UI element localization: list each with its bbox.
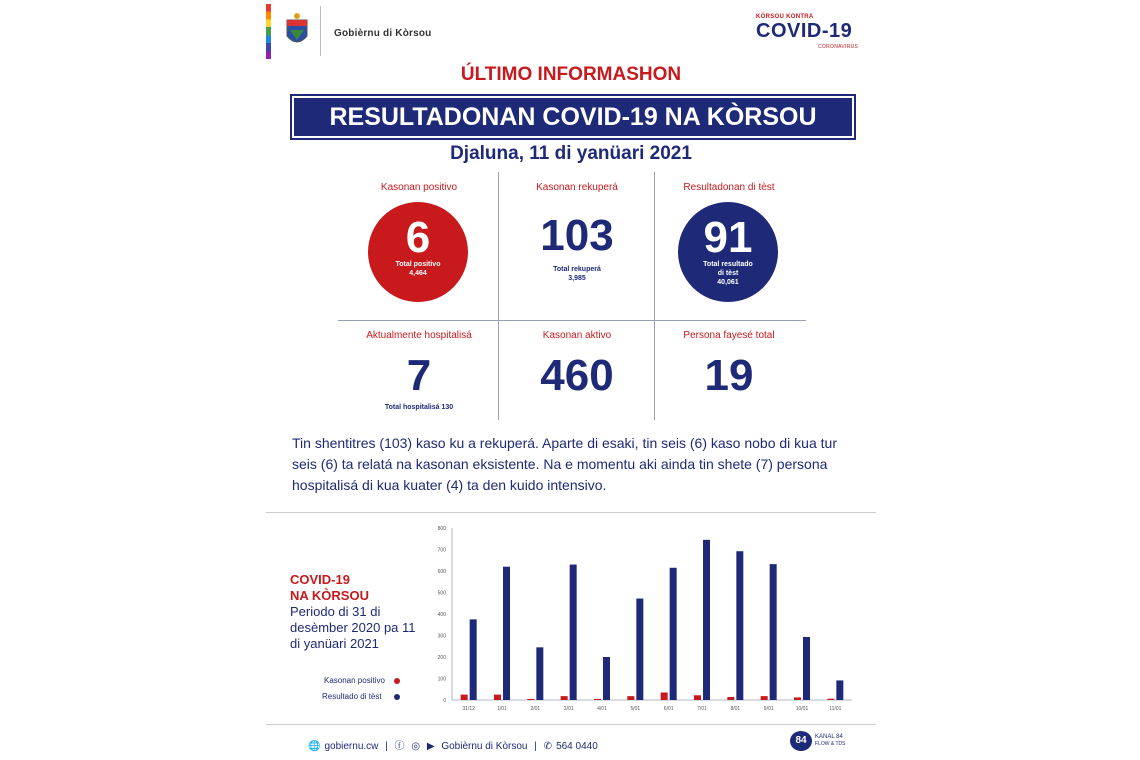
stat-recovered (492, 182, 662, 283)
y-tick-label: 0 (443, 698, 446, 704)
bar-positive (494, 695, 501, 700)
section-divider (266, 512, 876, 513)
y-tick-label: 700 (437, 547, 446, 554)
chart-title (290, 572, 369, 604)
deceased-value: 19 (704, 351, 754, 400)
facebook-icon[interactable]: ⓕ (394, 741, 405, 752)
bar-tests (836, 680, 843, 700)
footer-divider (266, 724, 876, 725)
summary-paragraph: Tin shentitres (103) kaso ku a rekuperá. Aparte di esaki, tin seis (6) kaso nobo di kua tur seis (6) ta relatá na kasonan eksistente. Na e momentu aki ainda tin shete (7) persona hospitalisá di kua kuater (4) ta den kuido intensivo. (292, 435, 837, 493)
hospital-total: Total hospitalisá 130 (384, 404, 454, 411)
bar-tests (770, 564, 777, 700)
y-tick-label: 800 (437, 526, 446, 532)
bar-positive (794, 697, 801, 700)
recovered-total-label: Total rekuperá (553, 266, 601, 273)
x-tick-label: 31/12 (462, 706, 475, 712)
x-tick-label: 3/01 (563, 706, 574, 712)
stat-hospital (334, 330, 504, 412)
stat-active (492, 330, 662, 401)
positive-value: 6 (405, 213, 431, 262)
bar-tests (636, 599, 643, 700)
bar-positive (561, 696, 568, 700)
bar-positive (527, 699, 534, 700)
bar-tests (803, 637, 810, 700)
chart-title-line2: NA KÒRSOU (290, 588, 369, 603)
bar-tests (536, 647, 543, 700)
covid-campaign-logo (756, 14, 859, 54)
bar-positive (661, 692, 668, 700)
bar-positive (594, 699, 601, 700)
y-tick-label: 300 (437, 633, 446, 640)
bar-tests (703, 540, 710, 700)
stat-tests (644, 182, 814, 193)
x-tick-label: 4/01 (597, 706, 607, 712)
recovered-total-value: 3,985 (568, 275, 586, 282)
youtube-icon[interactable]: ▶ (426, 741, 435, 752)
footer (308, 737, 602, 752)
bar-tests (670, 568, 677, 700)
color-stripe (266, 4, 271, 59)
stat-positive-label: Kasonan positivo (380, 182, 458, 193)
bar-tests (503, 567, 510, 700)
grid-divider-h (338, 320, 806, 321)
footer-separator-2: | (534, 741, 537, 752)
footer-social[interactable]: Gobièrnu di Kòrsou (441, 741, 528, 752)
kanal84-line2: FLOW & TDS (815, 741, 846, 747)
coat-of-arms-icon (284, 12, 310, 48)
bar-tests (736, 551, 743, 700)
active-value: 460 (540, 351, 614, 400)
bar-tests (570, 565, 577, 700)
bar-positive (727, 697, 734, 700)
x-tick-label: 8/01 (730, 706, 741, 712)
y-tick-label: 600 (437, 569, 446, 575)
y-tick-label: 500 (437, 590, 446, 597)
bar-chart (416, 522, 866, 718)
legend-positive-dot (394, 678, 400, 684)
bar-positive (627, 696, 634, 700)
recovered-value: 103 (540, 211, 614, 260)
poster (266, 0, 876, 760)
covid-logo-main: COVID-19 (756, 20, 853, 42)
covid-logo-sub: CORONAVIRUS (818, 44, 859, 50)
legend-tests-label: Resultado di tèst (322, 692, 382, 701)
kanal84-line1: KANAL 84 (815, 734, 843, 740)
x-tick-label: 2/01 (530, 706, 541, 712)
stat-deceased (644, 330, 814, 401)
tests-total-value: 40,061 (717, 279, 739, 286)
x-tick-label: 9/01 (763, 706, 774, 712)
positive-circle (368, 202, 468, 302)
kanal84-badge: 84 (790, 731, 812, 751)
x-tick-label: 10/01 (795, 706, 809, 712)
footer-separator: | (385, 741, 388, 752)
bar-positive (694, 695, 701, 700)
tests-total-label-2: di tèst (717, 270, 739, 277)
tests-value: 91 (703, 213, 753, 262)
bar-tests (470, 619, 477, 700)
x-tick-label: 7/01 (697, 706, 707, 712)
x-tick-label: 1/01 (497, 706, 507, 712)
y-tick-label: 100 (437, 676, 446, 683)
chart-title-line1: COVID-19 (290, 572, 350, 587)
stat-deceased-label: Persona fayesé total (683, 330, 775, 341)
stat-recovered-label: Kasonan rekuperá (536, 182, 618, 193)
stat-positive (334, 182, 504, 193)
bar-positive (827, 699, 834, 700)
header-divider (320, 6, 321, 56)
government-name: Gobièrnu di Kòrsou (334, 28, 432, 39)
legend-tests-dot (394, 694, 400, 700)
legend-positive-label: Kasonan positivo (324, 676, 385, 685)
whatsapp-icon: ✆ (543, 741, 553, 752)
tests-circle (678, 202, 778, 302)
bar-positive (461, 695, 468, 700)
tests-total-label: Total resultado (703, 261, 753, 268)
bar-tests (603, 657, 610, 700)
stat-hospital-label: Aktualmente hospitalisá (366, 330, 472, 341)
covid-logo-top: KÒRSOU KONTRA (756, 14, 814, 20)
kicker-title: ÚLTIMO INFORMASHON (460, 64, 682, 85)
positive-total-value: 4,464 (409, 270, 427, 277)
stat-active-label: Kasonan aktivo (542, 330, 612, 341)
y-tick-label: 200 (437, 655, 446, 661)
footer-website[interactable]: gobiernu.cw (324, 741, 379, 752)
x-tick-label: 11/01 (829, 706, 842, 712)
bar-positive (761, 696, 768, 700)
positive-total-label: Total positivo (395, 261, 441, 268)
stat-tests-label: Resultadonan di tèst (683, 182, 775, 193)
x-tick-label: 5/01 (630, 706, 641, 712)
hospital-value: 7 (406, 351, 432, 400)
y-tick-label: 400 (437, 612, 446, 618)
x-tick-label: 6/01 (663, 706, 674, 712)
instagram-icon[interactable]: ◎ (411, 741, 421, 752)
main-banner: RESULTADONAN COVID-19 NA KÒRSOU (292, 96, 854, 138)
globe-icon: 🌐 (308, 741, 321, 752)
footer-phone: 564 0440 (556, 741, 598, 752)
chart-period: Periodo di 31 di desèmber 2020 pa 11 di yanüari 2021 (290, 604, 416, 651)
report-date: Djaluna, 11 di yanüari 2021 (450, 143, 692, 164)
